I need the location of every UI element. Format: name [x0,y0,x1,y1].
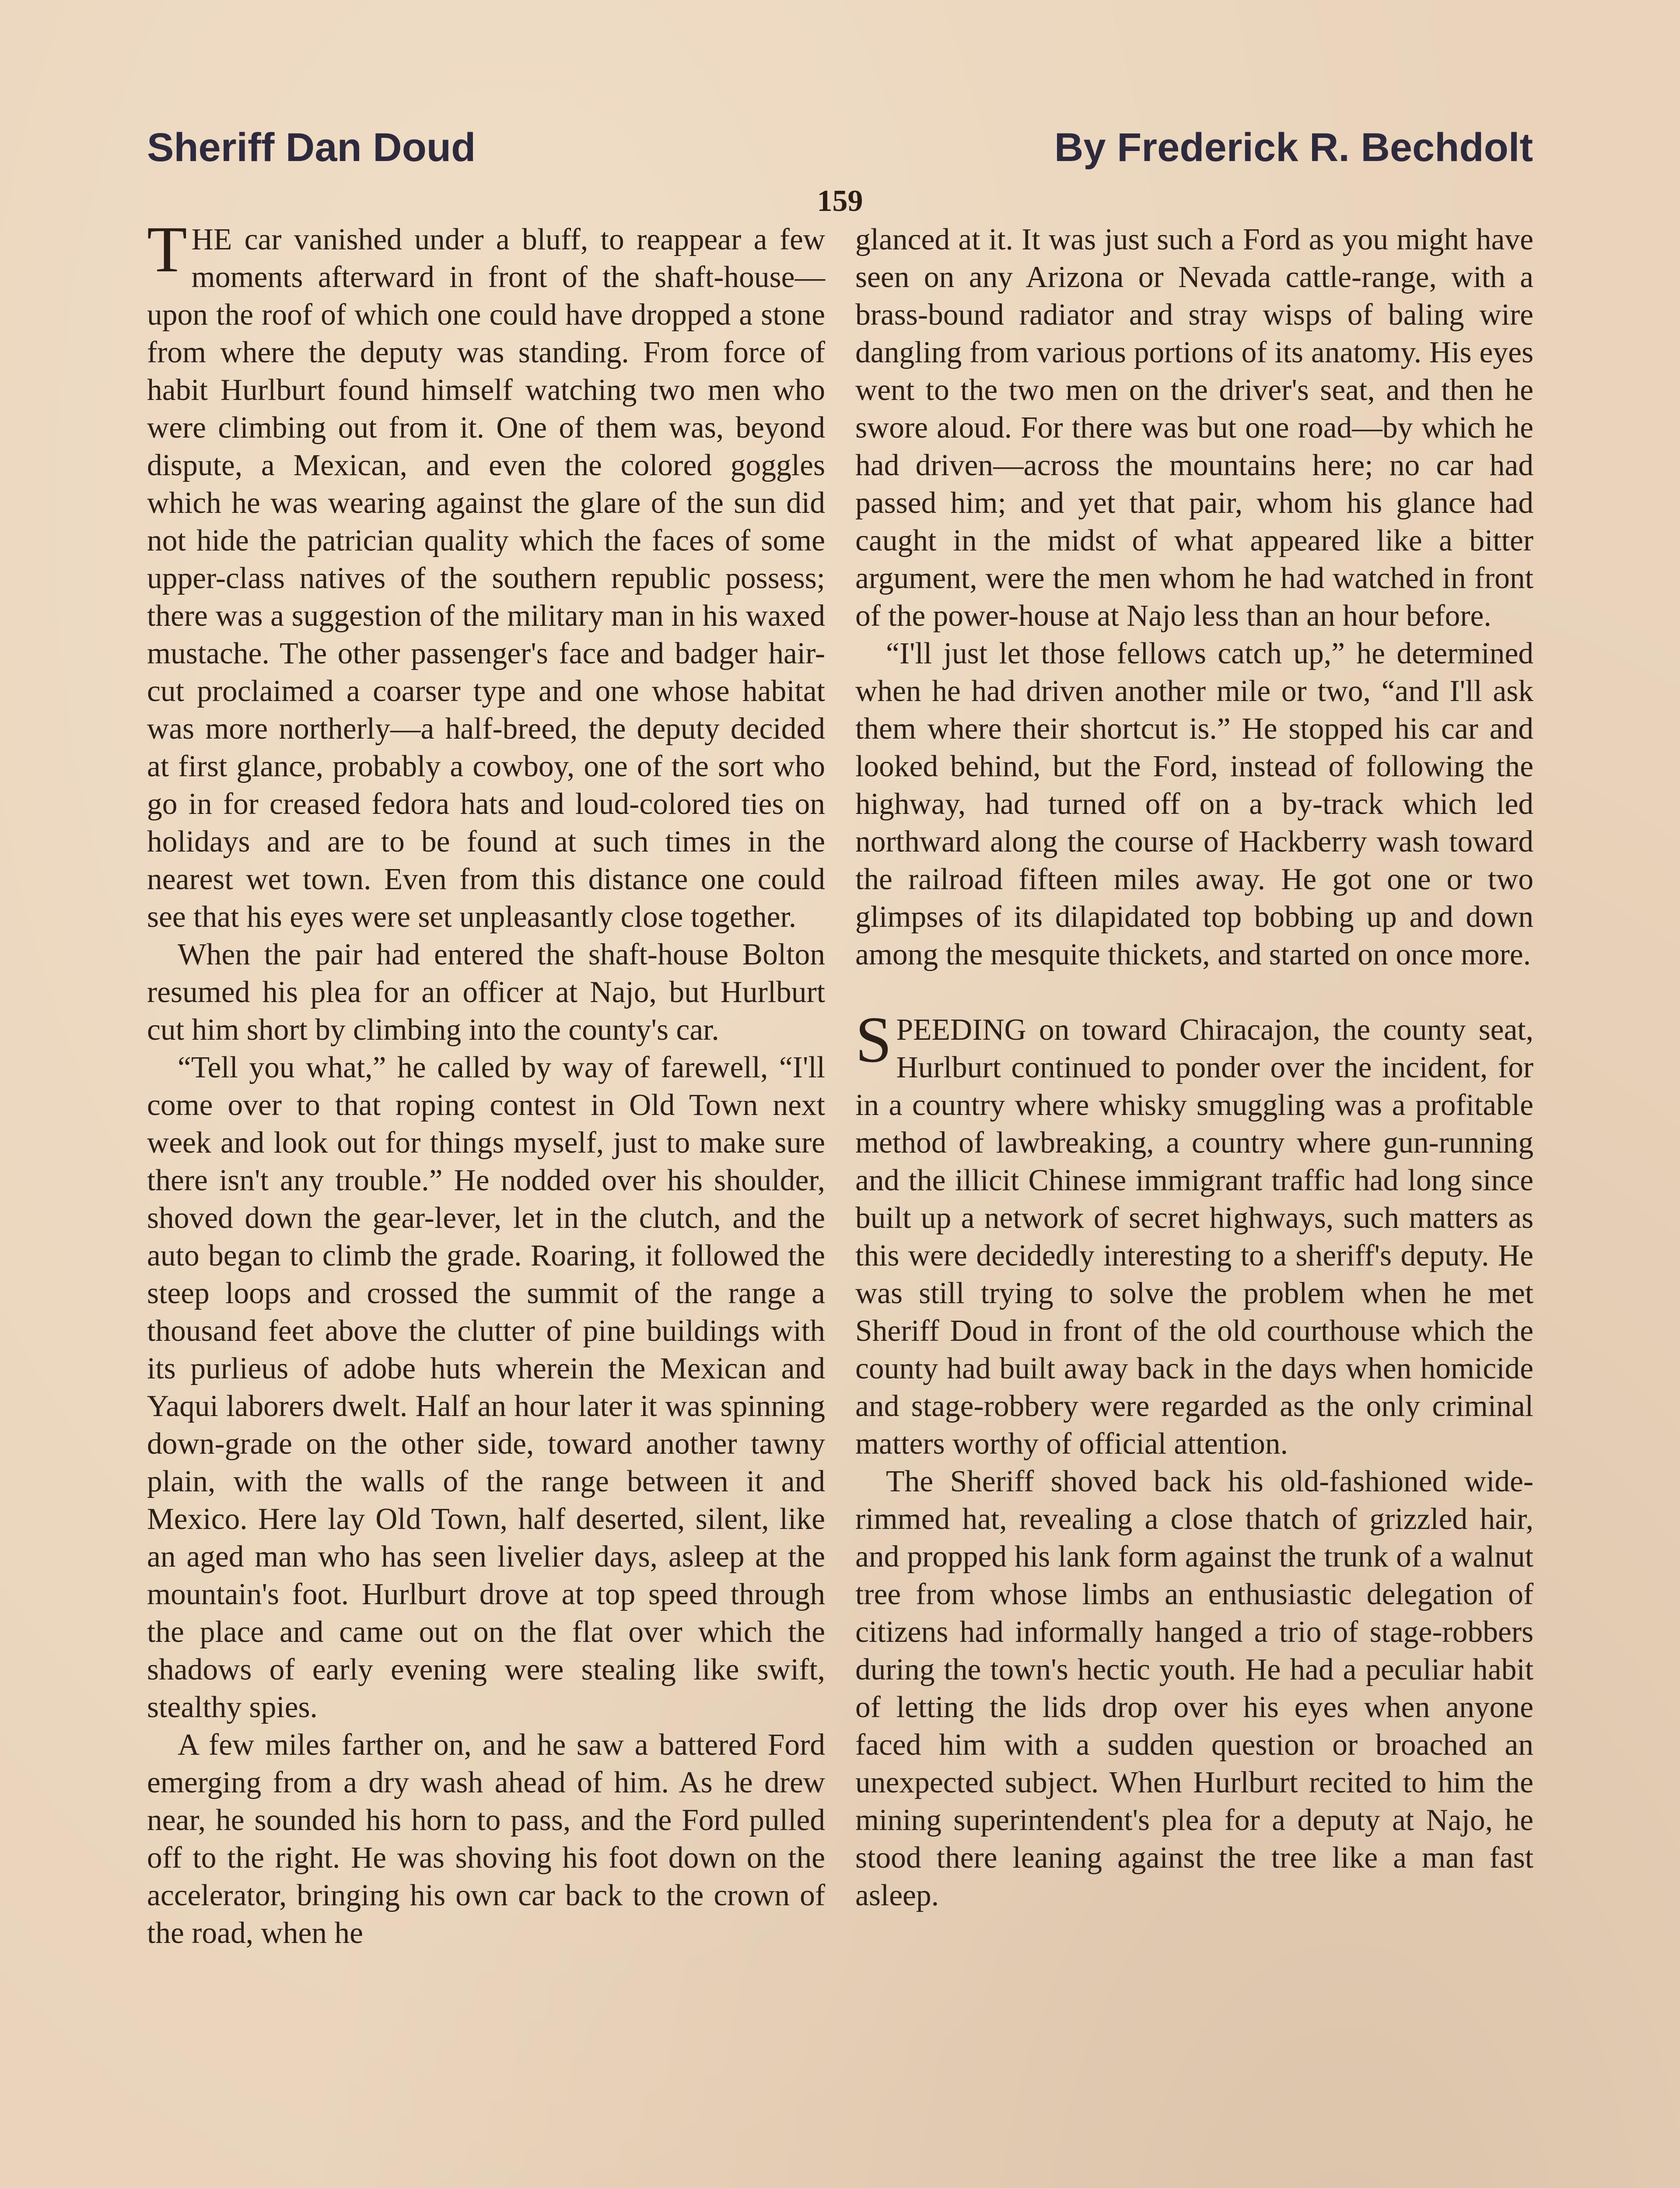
paragraph: The Sheriff shoved back his old-fashioned wide-rimmed hat, revealing a close thatch of grizzled hair, and propped his lank form against the trunk of a walnut tree from whose limbs an enthusiastic delegation of citizens had informally hanged a trio of stage-robbers during the town's hectic youth. He had a peculiar habit of letting the lids drop over his eyes when anyone faced him with a sudden question or broached an unexpected subject. When Hurlburt recited to him the mining superintendent's plea for a deputy at Najo, he stood there leaning against the tree like a man fast asleep. [855,1465,1533,1912]
paragraph: glanced at it. It was just such a Ford as you might have seen on any Arizona or Nevada cattle-range, with a brass-bound radiator and stray wisps of baling wire dangling from various portions of its anatomy. His eyes went to the two men on the driver's seat, and then he swore aloud. For there was but one road—by which he had driven—across the mountains here; no car had passed him; and yet that pair, whom his glance had caught in the midst of what appeared like a bitter argument, were the men whom he had watched in front of the power-house at Najo less than an hour before. [855,223,1533,633]
paragraph-text: PEEDING on toward Chiracajon, the county seat, Hurlburt continued to ponder over the incident, for in a country where whisky smuggling was a profitable method of lawbreaking, a country where gun-running and the illicit Chinese immigrant traffic had long since built up a network of secret highways, such matters as this were decidedly interesting to a sheriff's deputy. He was still trying to solve the problem when he met Sheriff Doud in front of the old courthouse which the county had built away back in the days when homicide and stage-robbery were regarded as the only criminal matters worthy of official attention. [855,1013,1533,1461]
drop-cap: S [855,1003,892,1076]
story-title: Sheriff Dan Doud [147,125,476,170]
left-column [147,213,825,1952]
paragraph: A few miles farther on, and he saw a battered Ford emerging from a dry wash ahead of him. As he drew near, he sounded his horn to pass, and the Ford pulled off to the right. He was shoving his foot down on the accelerator, bringing his own car back to the crown of the road, when he [147,1728,825,1950]
paragraph [855,1003,1533,1463]
drop-cap: T [147,213,187,286]
running-header [147,125,1533,177]
page-number: 159 [817,184,863,218]
right-column [855,221,1533,1914]
paragraph-text: HE car vanished under a bluff, to reappear a few moments afterward in front of the shaft-house—upon the roof of which one could have dropped a stone from where the deputy was standing. From force of habit Hurlburt found himself watching two men who were climbing out from it. One of them was, beyond dispute, a Mexican, and even the colored goggles which he was wearing against the glare of the sun did not hide the patrician quality which the faces of some upper-class natives of the southern republic possess; there was a suggestion of the military man in his waxed mustache. The other passenger's face and badger hair-cut proclaimed a coarser type and one whose habitat was more northerly—a half-breed, the deputy decided at first glance, probably a cowboy, one of the sort who go in for creased fedora hats and loud-colored ties on holidays and are to be found at such times in the nearest wet town. Even from this distance one could see that his eyes were set unpleasantly close together. [147,223,825,934]
story-author: By Frederick R. Bechdolt [1054,125,1533,170]
paragraph [147,213,825,936]
paragraph: “I'll just let those fellows catch up,” he determined when he had driven another mile or two, “and I'll ask them where their shortcut is.” He stopped his car and looked behind, but the Ford, instead of following the highway, had turned off on a by-track which led northward along the course of Hackberry wash toward the railroad fifteen miles away. He got one or two glimpses of its dilapidated top bobbing up and down among the mesquite thickets, and started on once more. [855,637,1533,971]
paragraph: “Tell you what,” he called by way of farewell, “I'll come over to that roping contest in Old Town next week and look out for things myself, just to make sure there isn't any trouble.” He nodded over his shoulder, shoved down the gear-lever, let in the clutch, and the auto began to climb the grade. Roaring, it followed the steep loops and crossed the summit of the range a thousand feet above the clutter of pine buildings with its purlieus of adobe huts wherein the Mexican and Yaqui laborers dwelt. Half an hour later it was spinning down-grade on the other side, toward another tawny plain, with the walls of the range between it and Mexico. Here lay Old Town, half deserted, silent, like an aged man who has seen livelier days, asleep at the mountain's foot. Hurlburt drove at top speed through the place and came out on the flat over which the shadows of early evening were stealing like swift, stealthy spies. [147,1051,825,1724]
paragraph: When the pair had entered the shaft-house Bolton resumed his plea for an officer at Najo, but Hurlburt cut him short by climbing into the county's car. [147,938,825,1047]
